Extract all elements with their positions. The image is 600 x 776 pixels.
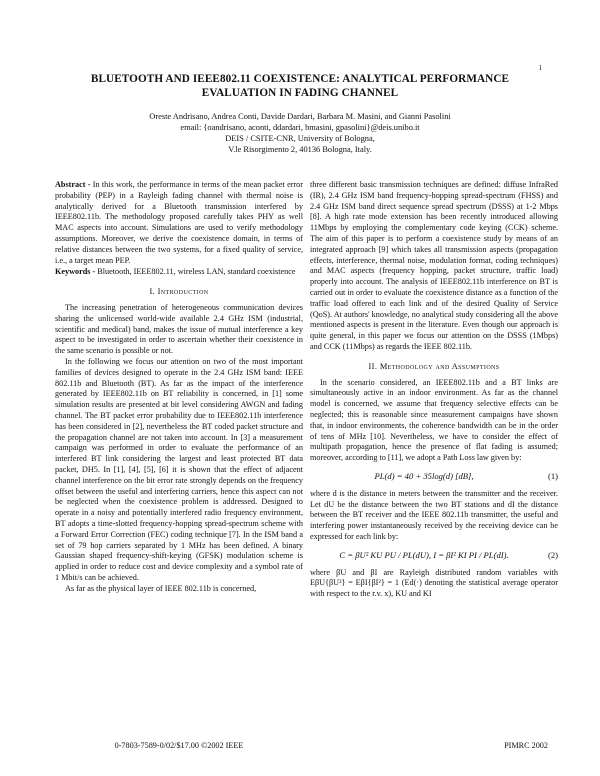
author-block: [40, 111, 560, 155]
section-heading-methodology: II. Methodology and Assumptions: [368, 361, 500, 371]
right-paragraph-1: three different basic transmission techniques are defined: diffuse InfraRed (IR), 2.4 GHz ISM band frequency-hopping spread-spectrum (FHSS) and 2.4 GHz ISM band direct sequence spread spectrum (DSSS) at 1-2 Mbps [8]. A high rate mode extension has been recently introduced allowing 11Mbps by employing the complementary code keying (CCK) scheme. The aim of this paper is to perform a coexistence study by means of an integrated approach [9] which takes all transmission aspects (propagation effects, interference, thermal noise, modulation format, coding techniques) and MAC aspects (frequency hopping, packet structure, traffic load) properly into account. The analysis of IEEE802.11b interference on BT is carried out in order to evaluate the coexistence distance as a function of the traffic load offered to each link and of the desired Quality of Service (QoS). At authors' knowledge, no analytical study considering all the above mentioned aspects is present in the literature. Even though our approach is quite general, in this paper we focus our attention on the DSSS (1Mbps) and CCK (11Mbps) as regards the IEEE 802.11b.: [310, 180, 558, 351]
intro-paragraph-2: In the following we focus our attention on two of the most important families of devices designed to operate in the 2.4 GHz ISM band: IEEE 802.11b and Bluetooth (BT). As far as the impact of the interference generated by IEEE802.11b on BT reliability is concerned, in [1] some simulation results are presented at bit level considering AWGN and fading channel. The BT packet error probability due to IEEE802.11b interference has been considered in [2], nevertheless the BT coded packet structure and the propagation channel are not taken into account. In [3] a measurement campaign was performed in order to evaluate the performance of an interfered BT link considering the largest and least protected BT data packet, DH5. In [1], [4], [5], [6] it is shown that the effect of adjacent channel interference on the bit error rate strongly depends on the frequency offset between the useful and interfering carriers, hence this aspect can not be neglected when the coexistence problem is addressed. Designed to operate in a noisy and potentially interfered radio frequency environment, BT adopts a time-slotted frequency-hopping spread-spectrum scheme with a Forward Error Correction (FEC) coding technique [7]. In the ISM band a set of 79 hop carriers separated by 1 MHz has been defined. A binary Gaussian shaped frequency-shift-keying (GFSK) modulation scheme is applied in order to reduce cost and device complexity and a symbol rate of 1 Mbit/s can be achieved.: [55, 356, 303, 582]
author-names: Oreste Andrisano, Andrea Conti, Davide Dardari, Barbara M. Masini, and Gianni Pasolini: [149, 112, 451, 121]
equation-2-body: C = βU² KU PU / PL(dU), I = βI² KI PI / PL(dI).: [339, 549, 509, 560]
method-paragraph-3: where βU and βI are Rayleigh distributed random variables with EβU{βU²} = EβI{βI²} = 1 (Ed(·) denoting the statistical average operator with respect to the r.v. x), KU and KI: [310, 567, 558, 599]
keywords-label: Keywords -: [55, 267, 96, 277]
title-line-2: EVALUATION IN FADING CHANNEL: [201, 87, 399, 99]
method-paragraph-2: where d is the distance in meters between the transmitter and the receiver. Let dU be the distance between the two BT stations and dI the distance between the BT receiver and the IEEE 802.11b transmitter, the useful and interfering power instantaneously received by the receiving device can be expressed for each link by:: [310, 488, 558, 541]
method-paragraph-1: In the scenario considered, an IEEE802.11b and a BT links are simultaneously active in an indoor environment. As far as the channel model is concerned, we assume that frequency selective effects can be neglected; this is reasonable since measurement campaigns have shown that, in indoor environments, the coherence bandwidth can be in the order of tens of MHz [10]. Nevertheless, we have to consider the effect of multipath propagation, hence the presence of flat fading is assumed; moreover, according to [11], we adopt a Path Loss law given by:: [310, 377, 558, 463]
abstract: [55, 180, 303, 266]
equation-1-number: (1): [547, 470, 558, 481]
keywords-text: Bluetooth, IEEE802.11, wireless LAN, standard coexistence: [97, 267, 296, 277]
intro-paragraph-1: The increasing penetration of heterogeneous communication devices sharing the unlicensed world-wide available 2.4 GHz ISM (industrial, scientific and medical) band, makes the issue of mutual interference a key aspect to be investigated in order to ascertain whether their coexistence in the same scenario is possible or not.: [55, 302, 303, 356]
left-column: [55, 180, 303, 594]
footer-copyright: 0-7803-7589-0/02/$17.00 ©2002 IEEE: [114, 741, 244, 750]
affiliation-line-2: V.le Risorgimento 2, 40136 Bologna, Italy.: [228, 145, 372, 154]
equation-2: [310, 550, 558, 561]
footer-conference: PIMRC 2002: [504, 741, 548, 750]
author-email: email: {oandrisano, aconti, ddardari, bmasini, gpasolini}@deis.unibo.it: [180, 123, 420, 132]
equation-1-body: PL(d) = 40 + 35log(d) [dB],: [374, 470, 474, 481]
page-number: 1: [538, 64, 542, 72]
right-column: [310, 180, 558, 600]
abstract-text: In this work, the performance in terms of the mean packet error probability (PEP) in a Rayleigh fading channel with thermal noise is analytically derived for a Bluetooth transmission interfered by IEEE802.11b. The methodology proposed carefully takes PHY as well MAC aspects into account. Simulations are used to verify methodology assumptions. Moreover, we derive the coexistence domain, in terms of relative distances between the two systems, for a fixed quality of service, i.e., a target mean PEP.: [55, 180, 303, 265]
affiliation-line-1: DEIS / CSITE-CNR, University of Bologna,: [225, 134, 375, 143]
intro-paragraph-3: As far as the physical layer of IEEE 802.11b is concerned,: [65, 583, 257, 593]
keywords: [55, 267, 303, 278]
title-line-1: BLUETOOTH AND IEEE802.11 COEXISTENCE: ANALYTICAL PERFORMANCE: [90, 73, 510, 85]
equation-2-number: (2): [547, 549, 558, 560]
equation-1: [310, 471, 558, 482]
abstract-label: Abstract -: [55, 180, 91, 189]
paper-title: [40, 72, 560, 100]
section-heading-introduction: I. Introduction: [149, 287, 209, 297]
